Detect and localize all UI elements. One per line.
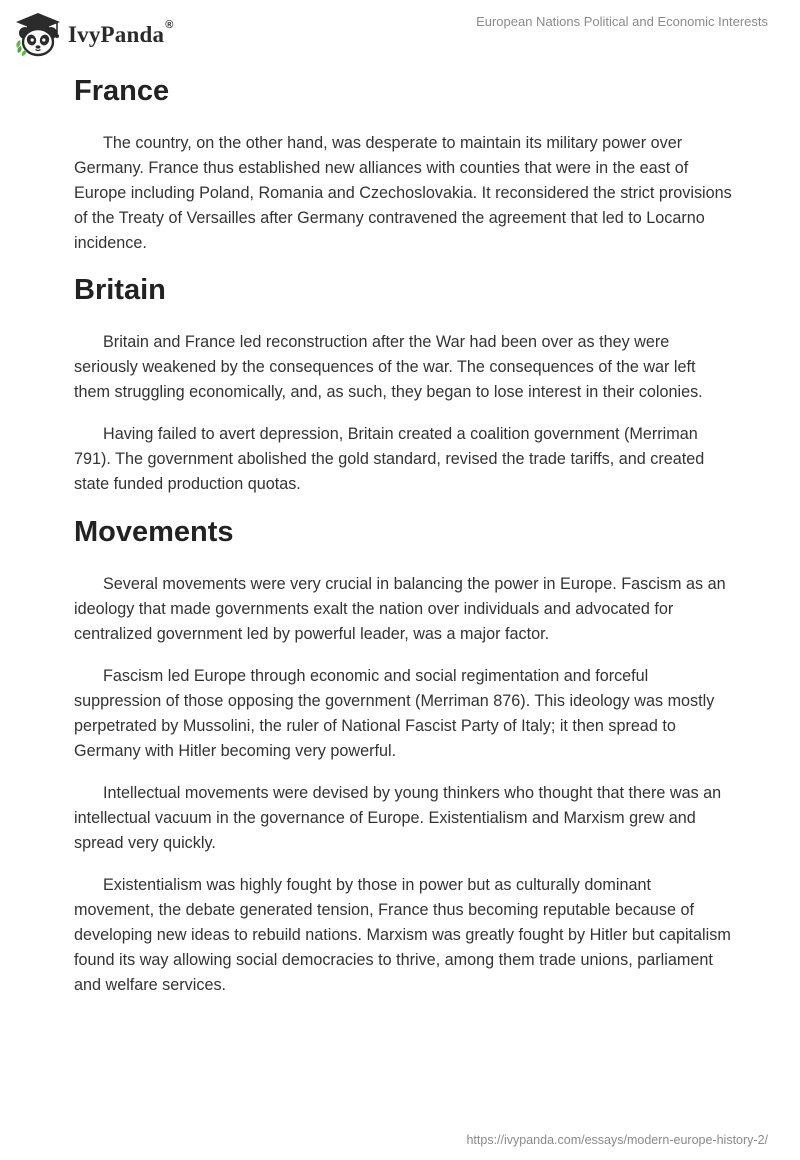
section-heading: Britain xyxy=(74,274,166,306)
page-header xyxy=(0,0,800,64)
paragraph: Fascism led Europe through economic and social regimentation and forceful suppression of those opposing the government (Merriman 876). This ideology was mostly perpetrated by Mussolini, the ruler of National Fascist Party of Italy; it then spread to Germany with Hitler becoming very powerful. xyxy=(74,667,715,760)
section-france xyxy=(74,70,734,256)
paragraph: Having failed to avert depression, Britain created a coalition government (Merriman 791). The government abolished the gold standard, revised the trade tariffs, and created state funded production quotas. xyxy=(74,425,705,493)
paragraph: Intellectual movements were devised by young thinkers who thought that there was an intellectual vacuum in the governance of Europe. Existentialism and Marxism grew and spread very quickly. xyxy=(74,784,722,852)
paragraph: The country, on the other hand, was desperate to maintain its military power over Germany. France thus established new alliances with counties that were in the east of Europe including Poland, Romania and Czechoslovakia. It reconsidered the strict provisions of the Treaty of Versailles after Germany contravened the agreement that led to Locarno incidence. xyxy=(74,134,732,252)
section-movements xyxy=(74,511,734,998)
paragraph: Several movements were very crucial in balancing the power in Europe. Fascism as an ideology that made governments exalt the nation over individuals and advocated for centralized government led by powerful leader, was a major factor. xyxy=(74,575,726,643)
logo-wordmark: IvyPanda xyxy=(68,22,165,47)
section-heading: Movements xyxy=(74,516,234,548)
panda-graduate-icon xyxy=(14,11,62,57)
document-title: European Nations Political and Economic Interests xyxy=(476,14,768,29)
paragraph: Existentialism was highly fought by those in power but as culturally dominant movement, the debate generated tension, France thus becoming reputable because of developing new ideas to rebuild nations. Marxism was greatly fought by Hitler but capitalism found its way allowing social democracies to thrive, among them trade unions, parliament and welfare services. xyxy=(74,876,731,994)
essay-body xyxy=(74,70,734,998)
registered-mark: ® xyxy=(165,19,174,31)
paragraph: Britain and France led reconstruction after the War had been over as they were seriously weakened by the consequences of the war. The consequences of the war left them struggling economically, and, as such, they began to lose interest in their colonies. xyxy=(74,333,703,401)
section-britain xyxy=(74,269,734,497)
section-heading: France xyxy=(74,75,170,107)
ivypanda-logo[interactable] xyxy=(14,8,173,60)
source-url[interactable]: https://ivypanda.com/essays/modern-europe-history-2/ xyxy=(466,1133,768,1147)
